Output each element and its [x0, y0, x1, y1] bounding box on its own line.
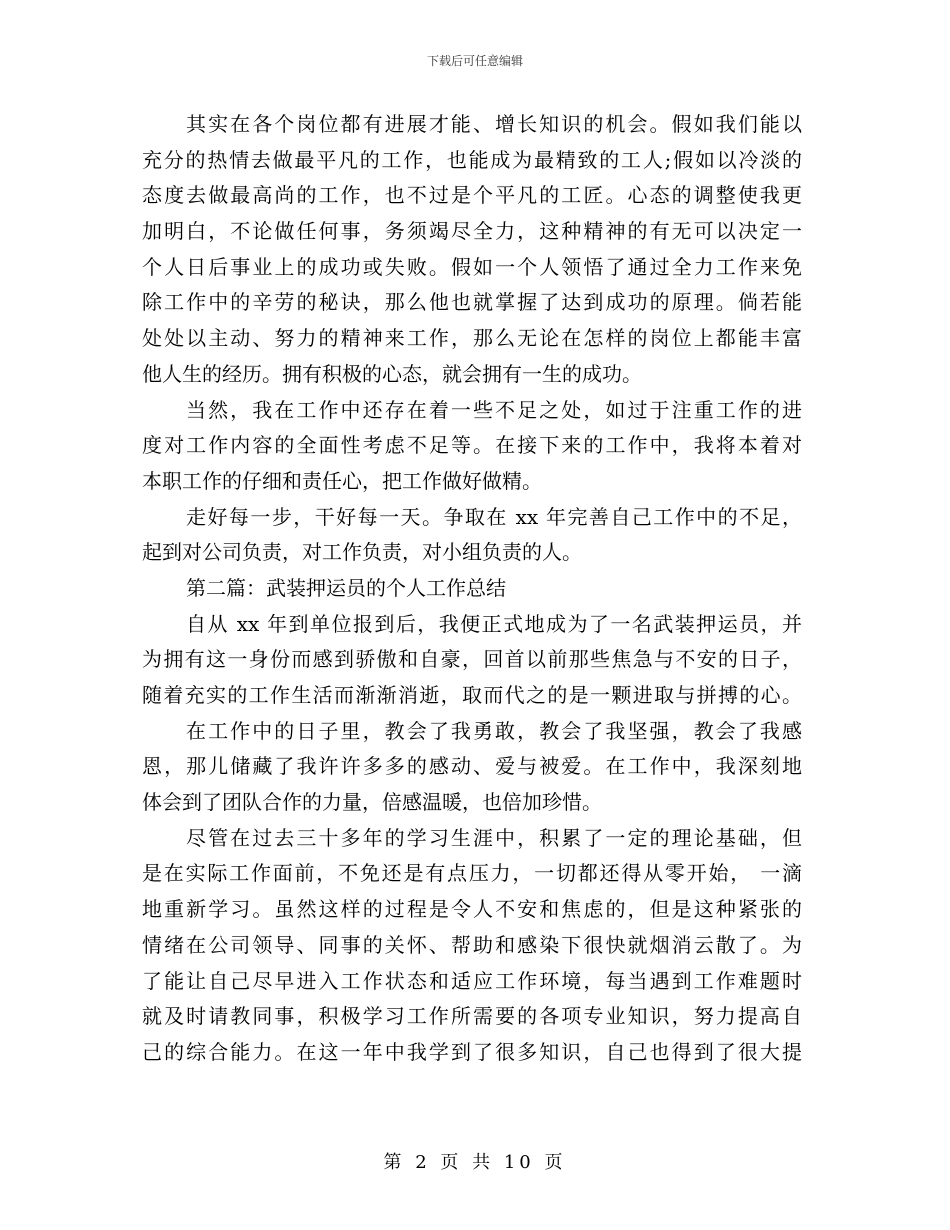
- text-line: 走好每一步，干好每一天。争取在 xx 年完善自己工作中的不足，: [186, 504, 802, 529]
- page-number-footer: 第 2 页 共 10 页: [383, 1152, 567, 1173]
- text-line: 地重新学习。虽然这样的过程是令人不安和焦虑的，但是这种紧张的: [142, 897, 802, 922]
- text-line: 处处以主动、努力的精神来工作，那么无论在怎样的岗位上都能丰富: [142, 326, 802, 351]
- text-line: 起到对公司负责，对工作负责，对小组负责的人。: [142, 540, 582, 565]
- text-line: 本职工作的仔细和责任心，把工作做好做精。: [142, 468, 542, 493]
- text-line: 除工作中的辛劳的秘诀，那么他也就掌握了达到成功的原理。倘若能: [142, 290, 802, 315]
- text-line: 是在实际工作面前，不免还是有点压力，一切都还得从零开始， 一滴: [142, 861, 802, 886]
- text-line: 随着充实的工作生活而渐渐消逝，取而代之的是一颗进取与拼搏的心。: [142, 683, 802, 707]
- text-line: 当然，我在工作中还存在着一些不足之处，如过于注重工作的进: [186, 397, 802, 422]
- text-line: 就及时请教同事，积极学习工作所需要的各项专业知识，努力提高自: [142, 1004, 802, 1029]
- text-line: 其实在各个岗位都有进展才能、增长知识的机会。假如我们能以: [186, 112, 802, 136]
- text-line: 体会到了团队合作的力量，倍感温暖，也倍加珍惜。: [142, 790, 602, 815]
- text-line: 在工作中的日子里，教会了我勇敢，教会了我坚强，教会了我感: [186, 718, 802, 743]
- text-line: 加明白，不论做任何事，务须竭尽全力，这种精神的有无可以决定一: [142, 219, 802, 244]
- page-header: 下载后可任意编辑: [426, 54, 523, 68]
- text-line: 自从 xx 年到单位报到后，我便正式地成为了一名武装押运员，并: [186, 611, 802, 636]
- text-line: 恩，那儿储藏了我许许多多的感动、爱与被爱。在工作中，我深刻地: [142, 754, 802, 779]
- text-line: 充分的热情去做最平凡的工作，也能成为最精致的工人;假如以冷淡的: [142, 147, 802, 172]
- section-heading: 第二篇：武装押运员的个人工作总结: [186, 575, 506, 600]
- text-line: 态度去做最高尚的工作，也不过是个平凡的工匠。心态的调整使我更: [142, 183, 802, 208]
- text-line: 情绪在公司领导、同事的关怀、帮助和感染下很快就烟消云散了。为: [142, 932, 802, 957]
- text-line: 为拥有这一身份而感到骄傲和自豪，回首以前那些焦急与不安的日子，: [142, 647, 802, 672]
- text-line: 尽管在过去三十多年的学习生涯中，积累了一定的理论基础，但: [186, 825, 802, 850]
- text-line: 己的综合能力。在这一年中我学到了很多知识，自己也得到了很大提: [142, 1039, 802, 1064]
- document-body: [142, 107, 802, 1071]
- text-line: 他人生的经历。拥有积极的心态，就会拥有一生的成功。: [142, 361, 642, 386]
- text-line: 个人日后事业上的成功或失败。假如一个人领悟了通过全力工作来免: [142, 254, 802, 279]
- text-line: 度对工作内容的全面性考虑不足等。在接下来的工作中，我将本着对: [142, 433, 802, 458]
- text-line: 了能让自己尽早进入工作状态和适应工作环境，每当遇到工作难题时: [142, 968, 802, 993]
